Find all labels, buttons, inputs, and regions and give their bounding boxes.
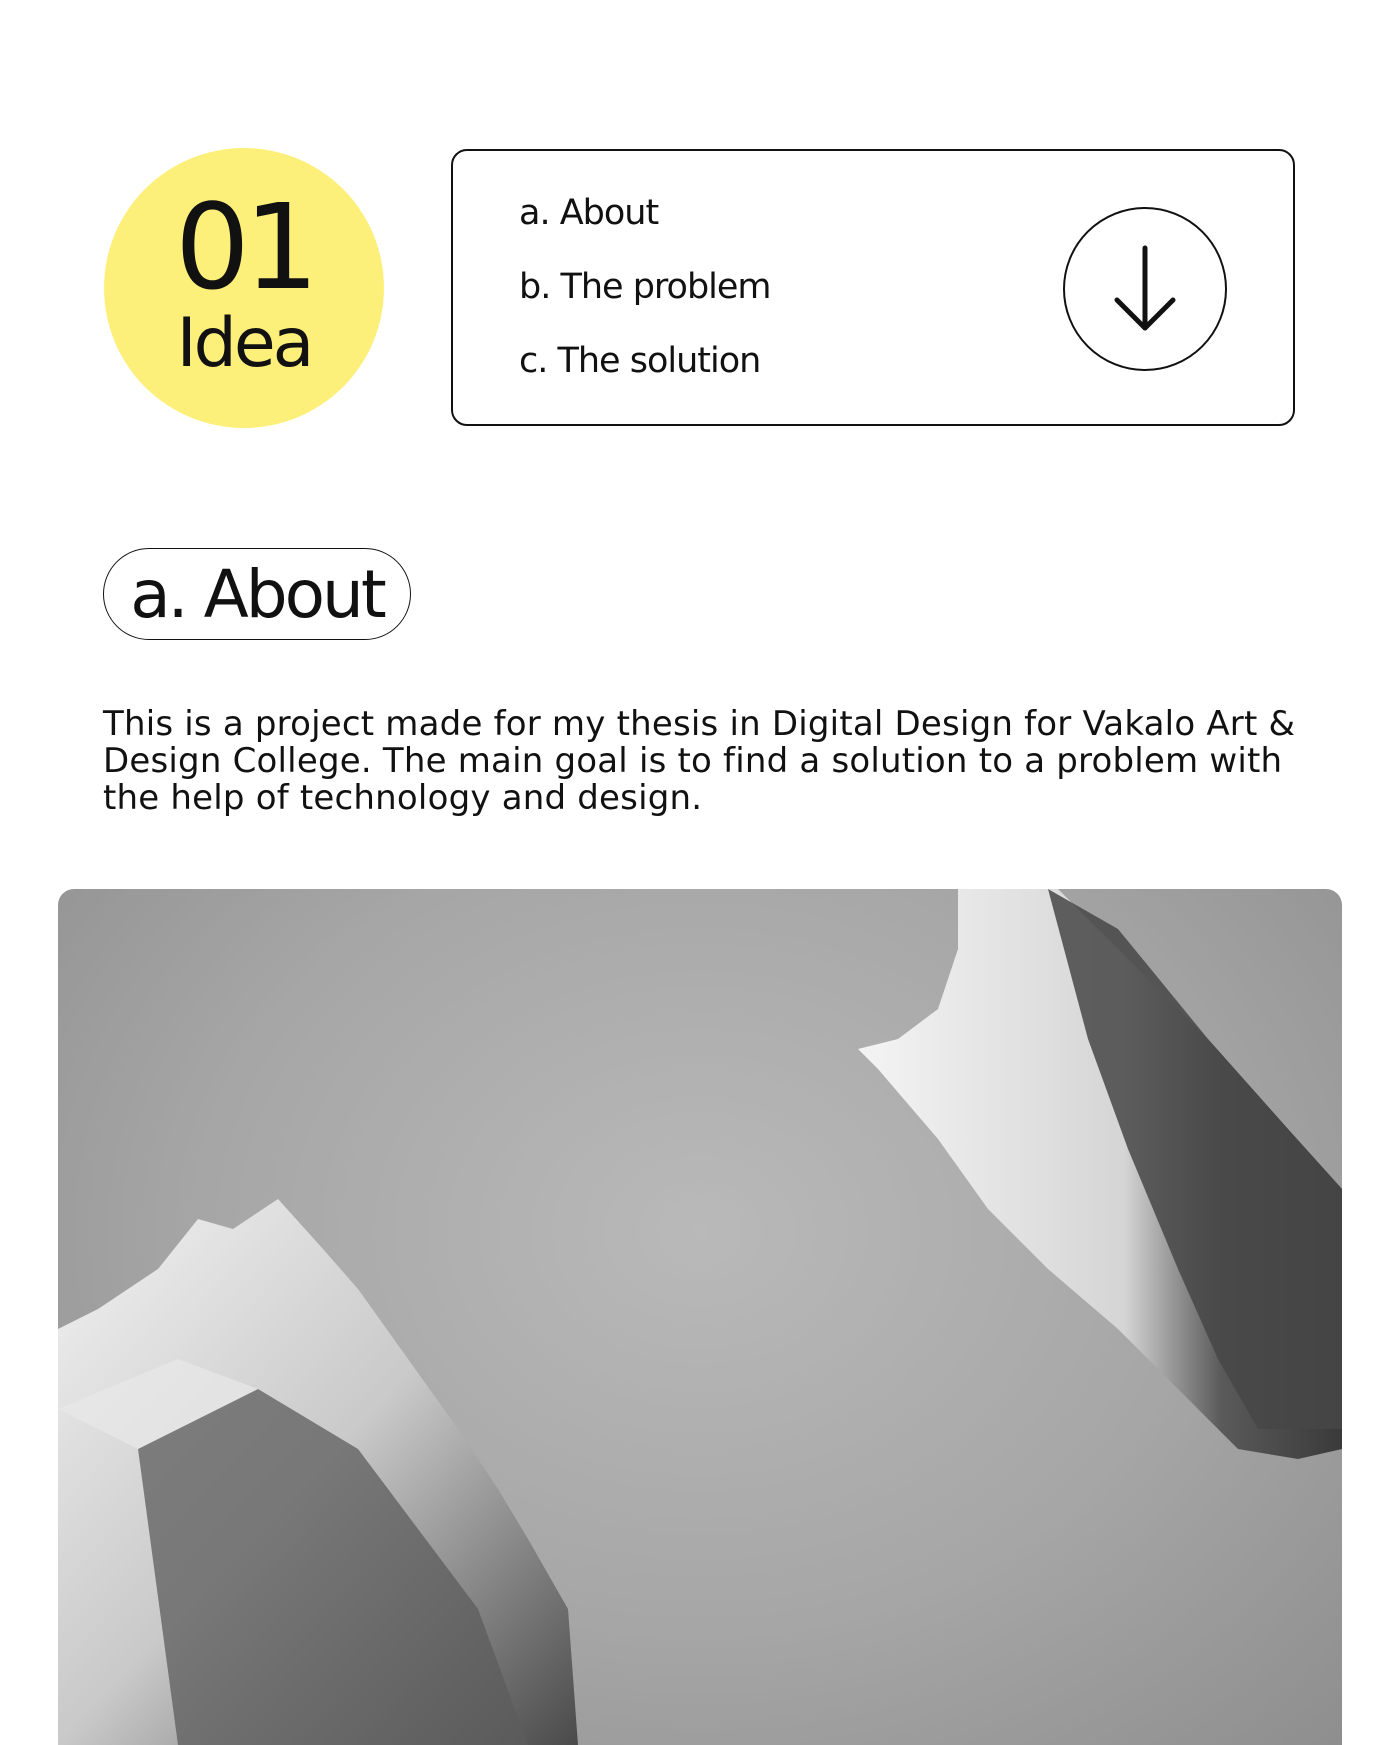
rocks-illustration: [58, 889, 1342, 1745]
arrow-down-icon: [1113, 244, 1177, 334]
toc-item-problem[interactable]: b. The problem: [519, 267, 771, 307]
section-title: Idea: [176, 304, 312, 383]
toc-item-about[interactable]: a. About: [519, 193, 659, 233]
section-number: 01: [174, 178, 314, 316]
about-heading: a. About: [103, 548, 411, 640]
toc-item-solution[interactable]: c. The solution: [519, 341, 761, 381]
table-of-contents: [451, 149, 1295, 426]
scroll-down-button[interactable]: [1063, 207, 1227, 371]
about-paragraph: This is a project made for my thesis in Digital Design for Vakalo Art & Design College. The main goal is to find a solution to a problem with the help of technology and design.: [103, 704, 1296, 818]
hero-image: [58, 889, 1342, 1745]
section-badge: [104, 148, 384, 428]
